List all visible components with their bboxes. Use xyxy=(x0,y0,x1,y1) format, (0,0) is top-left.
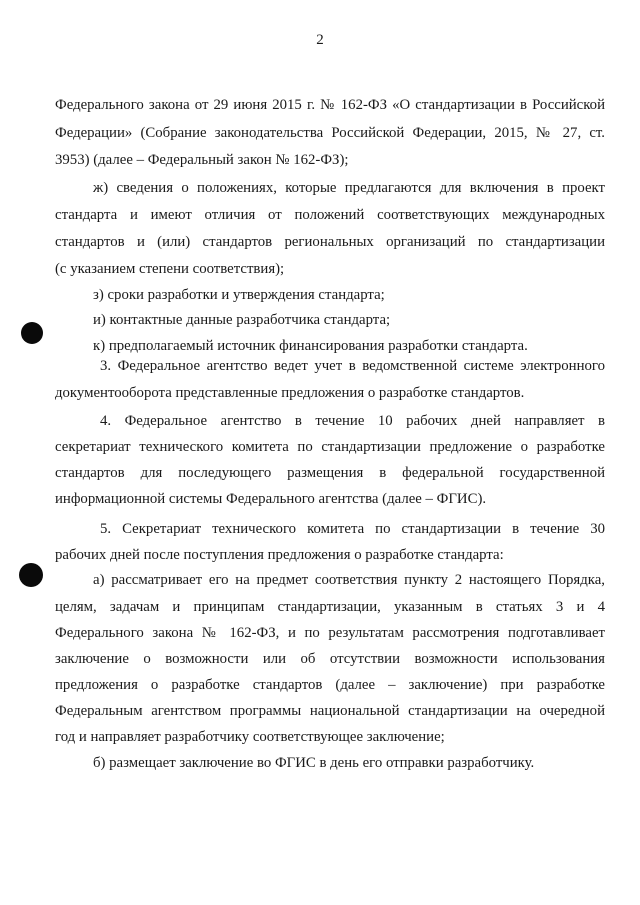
text-line: ж) сведения о положениях, которые предлагаются для включения в проект xyxy=(93,180,605,196)
text-line: заключение о возможности или об отсутствии возможности использования xyxy=(55,651,605,667)
text-line: Федерации» (Собрание законодательства Российской Федерации, 2015, № 27, ст. xyxy=(55,125,605,141)
text-line: стандартов и (или) стандартов региональных организаций по стандартизации xyxy=(55,234,605,250)
text-line: 3953) (далее – Федеральный закон № 162-ФЗ); xyxy=(55,152,349,168)
text-line: к) предполагаемый источник финансирования разработки стандарта. xyxy=(93,338,528,354)
text-line: 5. Секретариат технического комитета по стандартизации в течение 30 xyxy=(100,521,605,537)
text-line: рабочих дней после поступления предложения о разработке стандарта: xyxy=(55,547,504,563)
page-number: 2 xyxy=(316,32,324,48)
text-line: секретариат технического комитета по стандартизации предложение о разработке xyxy=(55,439,605,455)
punch-hole-mark xyxy=(19,563,43,587)
text-line: 3. Федеральное агентство ведет учет в ведомственной системе электронного xyxy=(100,358,605,374)
text-line: Федерального закона от 29 июня 2015 г. № 162-ФЗ «О стандартизации в Российской xyxy=(55,97,605,113)
text-line: б) размещает заключение во ФГИС в день его отправки разработчику. xyxy=(93,755,535,771)
text-line: год и направляет разработчику соответствующее заключение; xyxy=(55,729,445,745)
text-line: информационной системы Федерального агентства (далее – ФГИС). xyxy=(55,491,487,507)
text-line: стандартов для последующего размещения в федеральной государственной xyxy=(55,465,605,481)
text-line: Федеральным агентством программы национальной стандартизации на очередной xyxy=(55,703,605,719)
text-line: а) рассматривает его на предмет соответствия пункту 2 настоящего Порядка, xyxy=(93,572,605,588)
text-line: и) контактные данные разработчика стандарта; xyxy=(93,312,391,328)
text-line: целям, задачам и принципам стандартизации, указанным в статьях 3 и 4 xyxy=(55,599,605,615)
punch-hole-mark xyxy=(21,322,43,344)
text-line: стандарта и имеют отличия от положений соответствующих международных xyxy=(55,207,605,223)
text-line: предложения о разработке стандартов (далее – заключение) при разработке xyxy=(55,677,605,693)
text-line: з) сроки разработки и утверждения стандарта; xyxy=(93,287,385,303)
text-line: 4. Федеральное агентство в течение 10 рабочих дней направляет в xyxy=(100,413,605,429)
text-line: документооборота представленные предложения о разработке стандартов. xyxy=(55,385,525,401)
text-line: Федерального закона № 162-ФЗ, и по результатам рассмотрения подготавливает xyxy=(55,625,605,641)
text-line: (с указанием степени соответствия); xyxy=(55,261,285,277)
